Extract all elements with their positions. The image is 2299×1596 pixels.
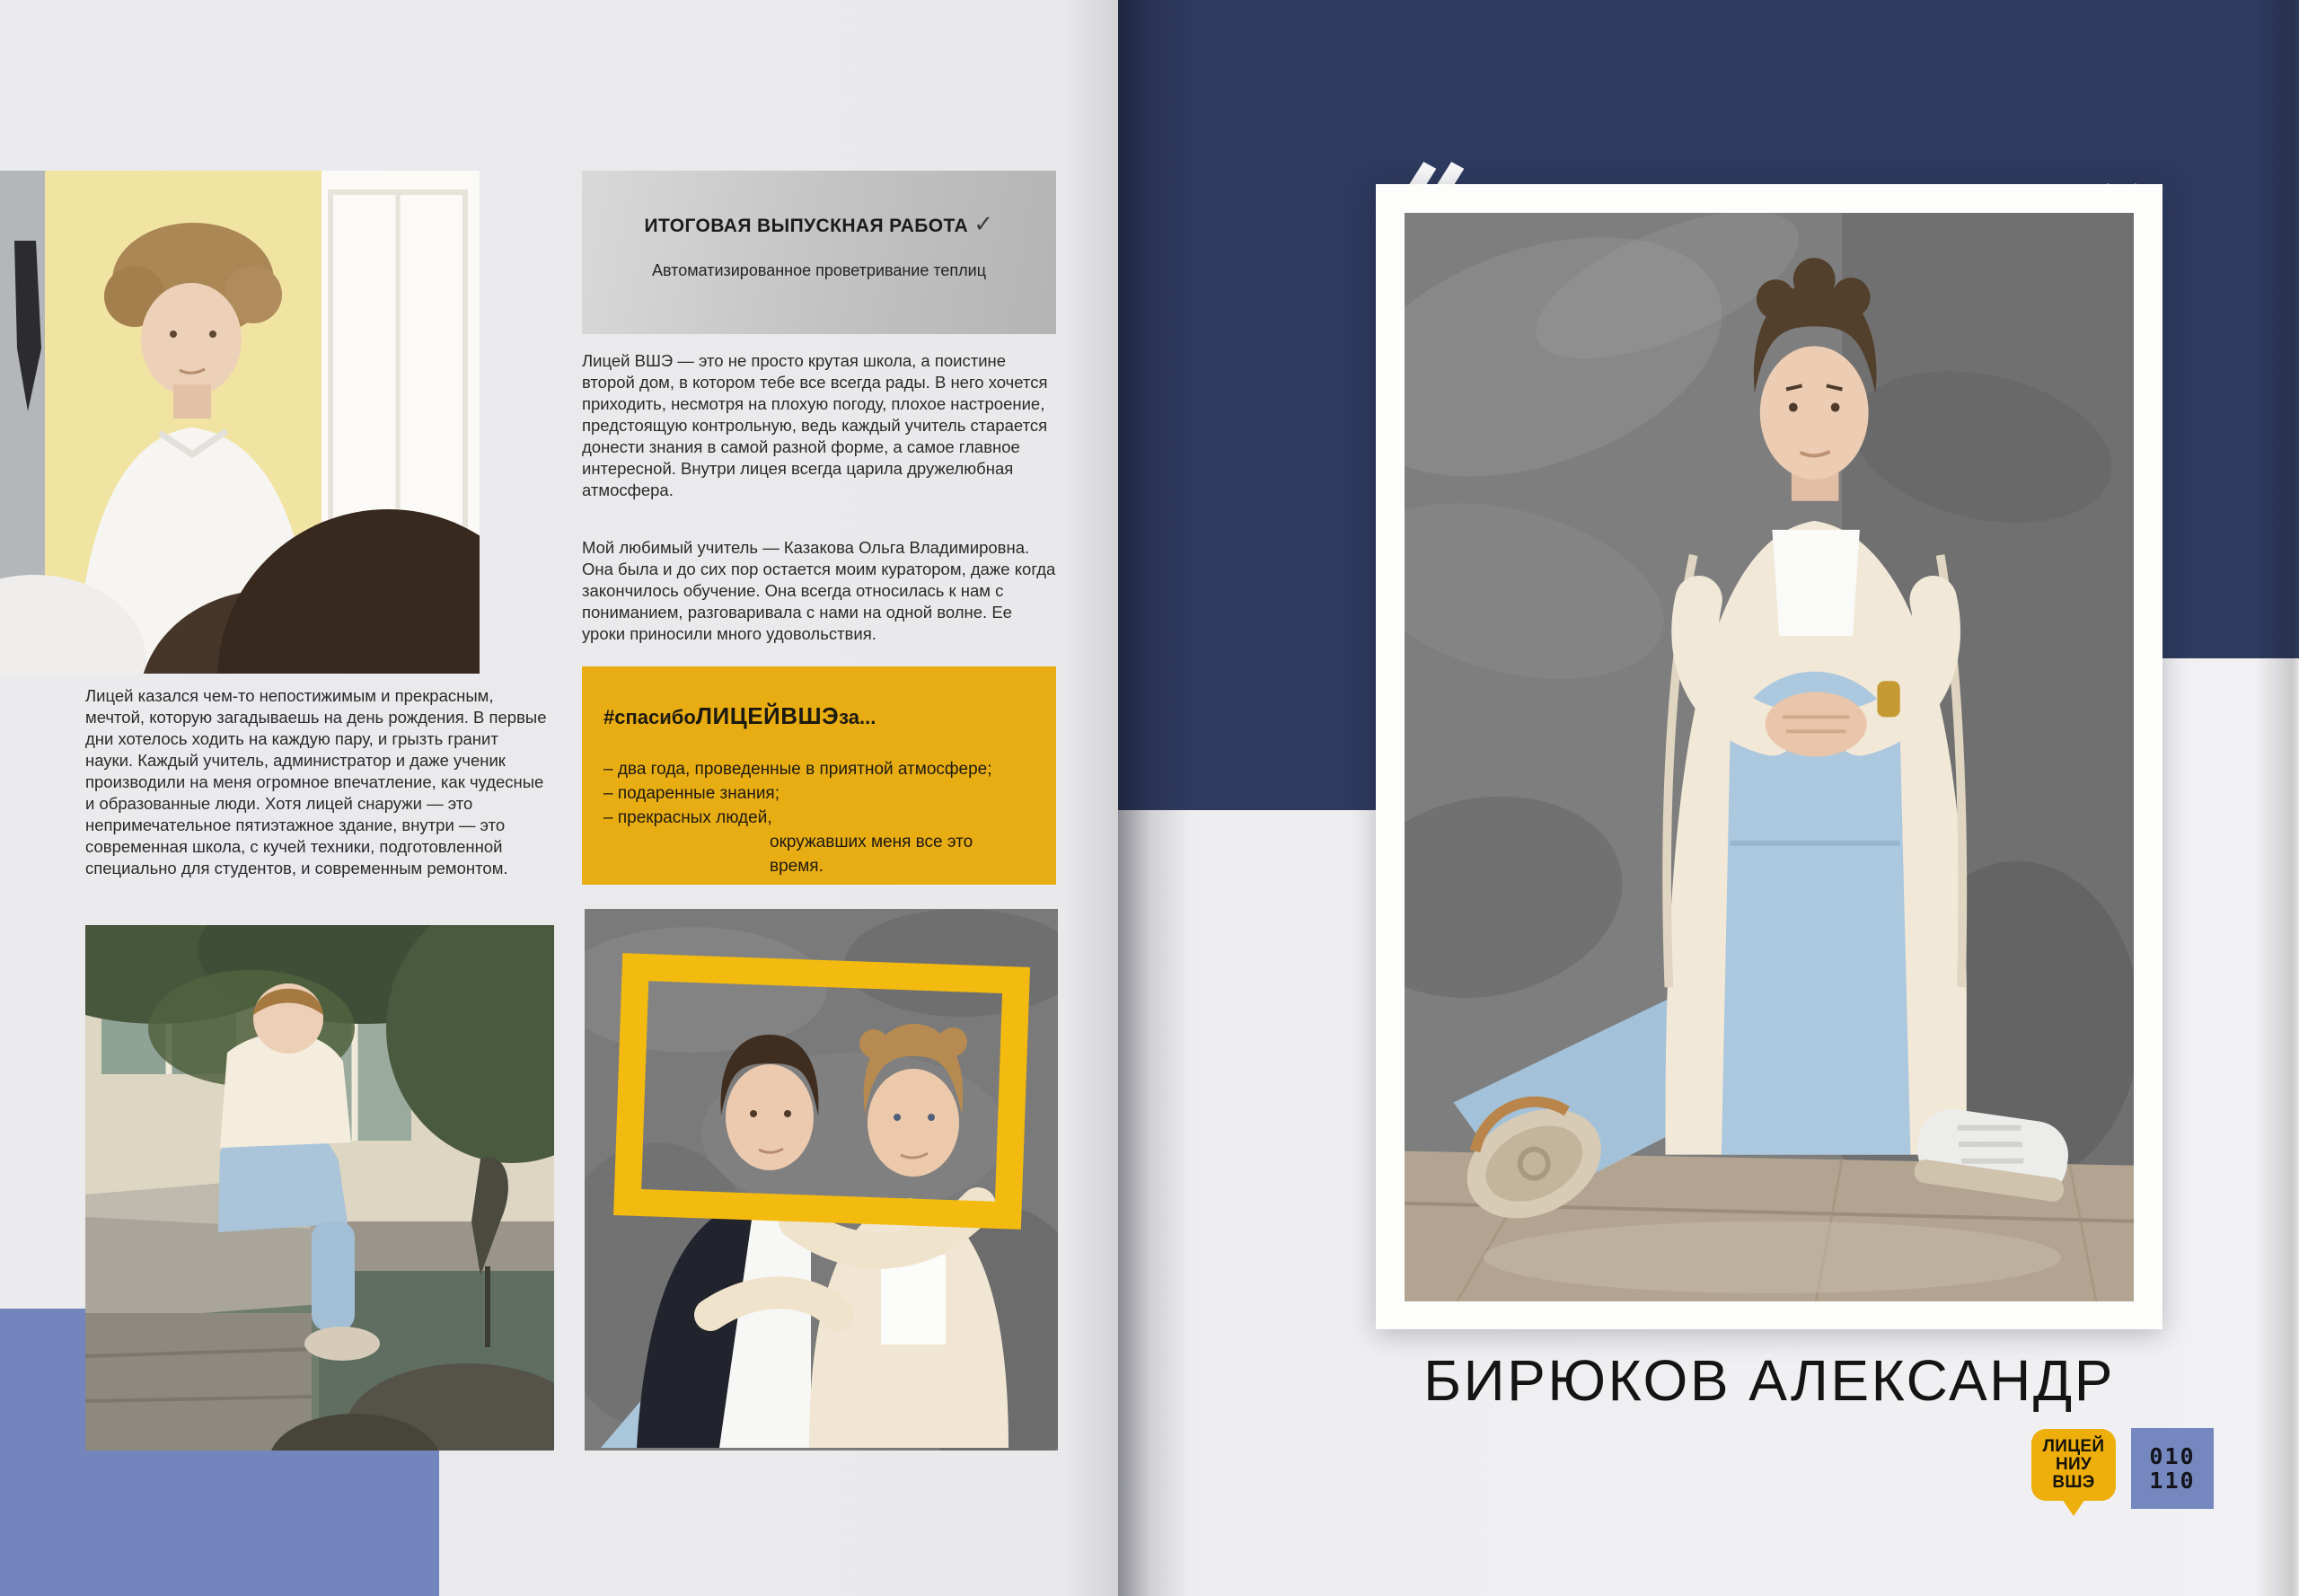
thanks-list bbox=[603, 757, 1026, 830]
checkmark-icon: ✓ bbox=[973, 210, 994, 237]
teacher-paragraph: Мой любимый учитель — Казакова Ольга Владимировна. Она была и до сих пор остается моим куратором, даже когда закончилось обучение. Она всегда относилась к нам с пониманием, разговаривала с нами на одной волне. Ее уроки приносили много удовольствия. bbox=[582, 538, 1056, 643]
page-code-badge bbox=[2131, 1428, 2214, 1509]
hashtag-emphasis: ЛИЦЕЙВШЭ bbox=[695, 702, 840, 729]
classroom-photo bbox=[0, 171, 480, 674]
page-code-line: 110 bbox=[2149, 1468, 2196, 1494]
intro-paragraph: Лицей ВШЭ — это не просто крутая школа, а поистине второй дом, в котором тебе все всегда рады. В него хочется приходить, несмотря на плохую погоду, плохое настроение, предстоящую контрольную, ведь каждый учитель старается донести знания в самой разной форме, а самое главное интересной. Внутри лицея всегда царила дружелюбная атмосфера. bbox=[582, 351, 1048, 499]
thanks-item: – прекрасных людей, bbox=[603, 808, 772, 827]
spine-shadow bbox=[1118, 0, 1190, 1596]
lyceum-logo-badge bbox=[2031, 1429, 2116, 1501]
thanks-item: – два года, проведенные в приятной атмосфере; bbox=[603, 760, 992, 779]
lyceum-logo-line: ВШЭ bbox=[2052, 1473, 2095, 1492]
thanks-continuation: окружавших меня все это время. bbox=[770, 833, 973, 876]
portrait-photo bbox=[1405, 213, 2134, 1301]
hashtag-suffix: за... bbox=[839, 706, 876, 728]
thanks-box bbox=[582, 666, 1056, 885]
memory-paragraph: Лицей казался чем-то непостижимым и прекрасным, мечтой, которую загадываешь на день рождения. В первые дни хотелось ходить на каждую пару, и грызть гранит науки. Каждый учитель, администратор и даже ученик производили на меня огромное впечатление, как чудесные и образованные люди. Хотя лицей снаружи — это непримечательное пятиэтажное здание, внутри — это современная школа, с кучей техники, подготовленной специально для студентов, и современным ремонтом. bbox=[85, 686, 547, 877]
hashtag-prefix: #спасибо bbox=[603, 706, 696, 728]
page-edge-shadow bbox=[2256, 0, 2299, 1596]
page-code-line: 010 bbox=[2149, 1443, 2196, 1469]
thanks-hashtag bbox=[603, 702, 1026, 730]
final-work-title-text: ИТОГОВАЯ ВЫПУСКНАЯ РАБОТА bbox=[644, 216, 969, 236]
lyceum-logo-line: НИУ bbox=[2055, 1455, 2092, 1474]
portrait-frame bbox=[1376, 184, 2162, 1329]
graduate-name: БИРЮКОВ АЛЕКСАНДР bbox=[1423, 1348, 2115, 1413]
outdoor-photo bbox=[85, 925, 554, 1451]
friends-photo bbox=[585, 909, 1058, 1451]
lyceum-logo-line: ЛИЦЕЙ bbox=[2042, 1437, 2105, 1456]
thanks-item: – подаренные знания; bbox=[603, 784, 780, 803]
final-work-subtitle: Автоматизированное проветривание теплиц bbox=[651, 261, 986, 279]
spine-shadow bbox=[1064, 0, 1118, 1596]
final-work-box bbox=[582, 171, 1056, 334]
final-work-title bbox=[645, 210, 994, 238]
